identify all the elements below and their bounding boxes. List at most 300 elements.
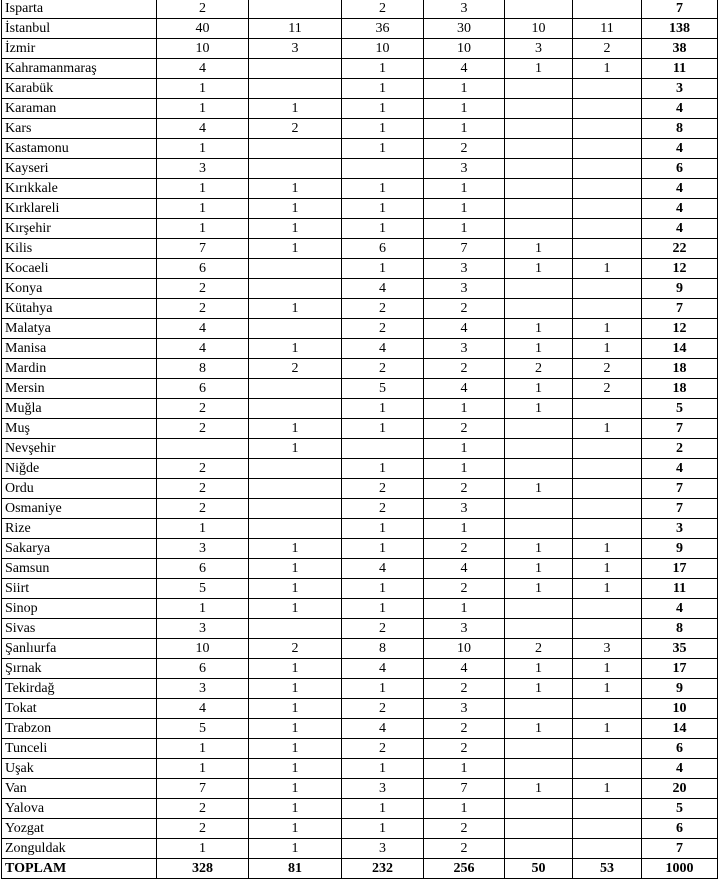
count-cell-1: 7 (157, 779, 249, 799)
count-cell-5: 1 (505, 539, 573, 559)
count-cell-4: 1 (424, 759, 505, 779)
count-cell-2 (249, 399, 342, 419)
count-cell-2: 81 (249, 859, 342, 879)
count-cell-3: 1 (342, 579, 424, 599)
count-cell-6 (573, 799, 642, 819)
count-cell-4: 2 (424, 679, 505, 699)
count-cell-2 (249, 139, 342, 159)
row-total: 17 (642, 659, 718, 679)
count-cell-6 (573, 499, 642, 519)
table-row (2, 259, 718, 279)
count-cell-1: 2 (157, 299, 249, 319)
count-cell-2: 1 (249, 179, 342, 199)
count-cell-5: 1 (505, 319, 573, 339)
count-cell-2: 1 (249, 199, 342, 219)
row-total: 4 (642, 179, 718, 199)
count-cell-4: 3 (424, 0, 505, 19)
count-cell-2: 1 (249, 439, 342, 459)
table-row (2, 419, 718, 439)
count-cell-6: 1 (573, 679, 642, 699)
province-data-table (1, 0, 718, 879)
count-cell-2: 1 (249, 679, 342, 699)
count-cell-6: 1 (573, 659, 642, 679)
count-cell-4: 2 (424, 739, 505, 759)
count-cell-3: 1 (342, 139, 424, 159)
count-cell-6 (573, 619, 642, 639)
count-cell-4: 2 (424, 359, 505, 379)
table-row (2, 519, 718, 539)
count-cell-4: 1 (424, 179, 505, 199)
row-total: 5 (642, 799, 718, 819)
province-name: Niğde (2, 459, 157, 479)
count-cell-5: 3 (505, 39, 573, 59)
count-cell-3: 2 (342, 359, 424, 379)
row-total: 7 (642, 839, 718, 859)
row-total: 6 (642, 159, 718, 179)
count-cell-3: 1 (342, 259, 424, 279)
count-cell-3: 1 (342, 199, 424, 219)
province-name: Yozgat (2, 819, 157, 839)
row-total: 22 (642, 239, 718, 259)
province-name: Mersin (2, 379, 157, 399)
count-cell-6: 53 (573, 859, 642, 879)
count-cell-2: 1 (249, 719, 342, 739)
province-name: Kocaeli (2, 259, 157, 279)
count-cell-6 (573, 119, 642, 139)
table-row (2, 719, 718, 739)
province-name: Mardin (2, 359, 157, 379)
table-row (2, 499, 718, 519)
table-row (2, 699, 718, 719)
count-cell-3: 36 (342, 19, 424, 39)
count-cell-5: 1 (505, 779, 573, 799)
count-cell-6 (573, 0, 642, 19)
row-total: 12 (642, 259, 718, 279)
count-cell-1: 6 (157, 379, 249, 399)
count-cell-1: 3 (157, 679, 249, 699)
province-name: Malatya (2, 319, 157, 339)
count-cell-2: 3 (249, 39, 342, 59)
province-name: Kütahya (2, 299, 157, 319)
count-cell-1: 10 (157, 639, 249, 659)
province-name: Karabük (2, 79, 157, 99)
count-cell-1: 1 (157, 99, 249, 119)
count-cell-2 (249, 259, 342, 279)
count-cell-4: 1 (424, 519, 505, 539)
province-name: Kayseri (2, 159, 157, 179)
count-cell-3: 2 (342, 0, 424, 19)
count-cell-1: 1 (157, 199, 249, 219)
province-name: Sivas (2, 619, 157, 639)
row-total: 35 (642, 639, 718, 659)
table-row (2, 79, 718, 99)
count-cell-4: 3 (424, 159, 505, 179)
count-cell-6: 2 (573, 359, 642, 379)
count-cell-5 (505, 419, 573, 439)
count-cell-2: 1 (249, 659, 342, 679)
count-cell-5 (505, 819, 573, 839)
count-cell-3: 1 (342, 799, 424, 819)
row-total: 9 (642, 279, 718, 299)
count-cell-2: 1 (249, 299, 342, 319)
count-cell-5 (505, 79, 573, 99)
count-cell-6: 1 (573, 559, 642, 579)
count-cell-2 (249, 0, 342, 19)
count-cell-1: 3 (157, 619, 249, 639)
count-cell-6: 1 (573, 319, 642, 339)
table-row (2, 159, 718, 179)
province-name: Van (2, 779, 157, 799)
count-cell-1: 1 (157, 219, 249, 239)
count-cell-3: 1 (342, 599, 424, 619)
count-cell-1: 2 (157, 459, 249, 479)
count-cell-4: 1 (424, 79, 505, 99)
count-cell-2 (249, 159, 342, 179)
row-total: 4 (642, 599, 718, 619)
count-cell-5: 1 (505, 579, 573, 599)
table-row (2, 239, 718, 259)
count-cell-4: 1 (424, 799, 505, 819)
province-name: Nevşehir (2, 439, 157, 459)
count-cell-5: 1 (505, 399, 573, 419)
count-cell-5 (505, 759, 573, 779)
count-cell-2 (249, 319, 342, 339)
count-cell-6 (573, 439, 642, 459)
count-cell-5: 1 (505, 259, 573, 279)
count-cell-6 (573, 839, 642, 859)
row-total: 18 (642, 359, 718, 379)
count-cell-6 (573, 139, 642, 159)
province-name: Kırşehir (2, 219, 157, 239)
count-cell-1: 5 (157, 719, 249, 739)
province-name: Kars (2, 119, 157, 139)
count-cell-6: 11 (573, 19, 642, 39)
province-name: Kastamonu (2, 139, 157, 159)
total-label: TOPLAM (2, 859, 157, 879)
table-row (2, 799, 718, 819)
count-cell-1: 328 (157, 859, 249, 879)
count-cell-3: 1 (342, 99, 424, 119)
count-cell-2: 1 (249, 99, 342, 119)
count-cell-4: 3 (424, 499, 505, 519)
row-total: 11 (642, 59, 718, 79)
province-name: Trabzon (2, 719, 157, 739)
table-row (2, 439, 718, 459)
table-row (2, 59, 718, 79)
grand-total: 1000 (642, 859, 718, 879)
count-cell-5 (505, 619, 573, 639)
count-cell-5: 1 (505, 239, 573, 259)
count-cell-3: 2 (342, 499, 424, 519)
count-cell-3: 1 (342, 119, 424, 139)
province-name: Zonguldak (2, 839, 157, 859)
count-cell-1: 6 (157, 659, 249, 679)
table-row (2, 299, 718, 319)
count-cell-5: 2 (505, 359, 573, 379)
count-cell-3: 1 (342, 399, 424, 419)
count-cell-6: 1 (573, 339, 642, 359)
row-total: 7 (642, 499, 718, 519)
count-cell-2: 1 (249, 559, 342, 579)
count-cell-4: 2 (424, 579, 505, 599)
count-cell-4: 2 (424, 479, 505, 499)
count-cell-2: 1 (249, 339, 342, 359)
count-cell-2 (249, 459, 342, 479)
count-cell-3: 1 (342, 679, 424, 699)
count-cell-4: 2 (424, 299, 505, 319)
table-row (2, 599, 718, 619)
count-cell-3: 2 (342, 479, 424, 499)
row-total: 8 (642, 619, 718, 639)
province-name: Sakarya (2, 539, 157, 559)
row-total: 7 (642, 479, 718, 499)
count-cell-1: 2 (157, 799, 249, 819)
count-cell-6: 1 (573, 419, 642, 439)
count-cell-4: 3 (424, 279, 505, 299)
table-row (2, 399, 718, 419)
count-cell-5 (505, 299, 573, 319)
count-cell-3: 4 (342, 339, 424, 359)
table-row (2, 199, 718, 219)
count-cell-4: 1 (424, 219, 505, 239)
count-cell-6: 2 (573, 379, 642, 399)
row-total: 6 (642, 739, 718, 759)
count-cell-3: 3 (342, 839, 424, 859)
count-cell-3: 3 (342, 779, 424, 799)
count-cell-6 (573, 479, 642, 499)
table-row (2, 819, 718, 839)
count-cell-6 (573, 159, 642, 179)
table-row (2, 559, 718, 579)
count-cell-3 (342, 159, 424, 179)
count-cell-2: 1 (249, 599, 342, 619)
row-total: 9 (642, 539, 718, 559)
province-name: Şanlıurfa (2, 639, 157, 659)
count-cell-3: 2 (342, 739, 424, 759)
count-cell-4: 4 (424, 379, 505, 399)
count-cell-4: 1 (424, 199, 505, 219)
row-total: 2 (642, 439, 718, 459)
count-cell-3: 1 (342, 219, 424, 239)
count-cell-5 (505, 599, 573, 619)
count-cell-4: 1 (424, 459, 505, 479)
count-cell-1: 1 (157, 139, 249, 159)
row-total: 8 (642, 119, 718, 139)
row-total: 20 (642, 779, 718, 799)
count-cell-5 (505, 99, 573, 119)
count-cell-6 (573, 99, 642, 119)
table-row (2, 839, 718, 859)
count-cell-4: 30 (424, 19, 505, 39)
province-name: Siirt (2, 579, 157, 599)
count-cell-2 (249, 79, 342, 99)
count-cell-4: 3 (424, 259, 505, 279)
count-cell-1: 2 (157, 419, 249, 439)
table-row (2, 739, 718, 759)
count-cell-3: 4 (342, 659, 424, 679)
table-row (2, 539, 718, 559)
province-name: Isparta (2, 0, 157, 19)
count-cell-4: 3 (424, 619, 505, 639)
count-cell-2: 2 (249, 639, 342, 659)
count-cell-1: 4 (157, 699, 249, 719)
count-cell-3: 4 (342, 559, 424, 579)
count-cell-1: 1 (157, 79, 249, 99)
count-cell-1: 1 (157, 179, 249, 199)
count-cell-1: 5 (157, 579, 249, 599)
row-total: 4 (642, 139, 718, 159)
count-cell-4: 4 (424, 659, 505, 679)
table-row (2, 619, 718, 639)
count-cell-4: 1 (424, 439, 505, 459)
province-name: Kırklareli (2, 199, 157, 219)
province-name: İstanbul (2, 19, 157, 39)
count-cell-6: 1 (573, 579, 642, 599)
row-total: 7 (642, 419, 718, 439)
count-cell-1: 1 (157, 599, 249, 619)
table-row (2, 219, 718, 239)
count-cell-2 (249, 519, 342, 539)
count-cell-1: 2 (157, 0, 249, 19)
count-cell-2 (249, 279, 342, 299)
count-cell-6: 3 (573, 639, 642, 659)
row-total: 14 (642, 339, 718, 359)
count-cell-6 (573, 759, 642, 779)
table-row (2, 179, 718, 199)
row-total: 7 (642, 299, 718, 319)
table-row (2, 379, 718, 399)
row-total: 4 (642, 459, 718, 479)
table-row (2, 759, 718, 779)
count-cell-4: 2 (424, 839, 505, 859)
province-name: Muş (2, 419, 157, 439)
count-cell-2: 1 (249, 579, 342, 599)
count-cell-6: 2 (573, 39, 642, 59)
count-cell-2: 1 (249, 799, 342, 819)
count-cell-1: 4 (157, 119, 249, 139)
count-cell-3: 4 (342, 279, 424, 299)
count-cell-3: 1 (342, 459, 424, 479)
count-cell-1: 6 (157, 259, 249, 279)
row-total: 3 (642, 519, 718, 539)
row-total: 18 (642, 379, 718, 399)
count-cell-6 (573, 279, 642, 299)
table-row (2, 119, 718, 139)
count-cell-2: 1 (249, 539, 342, 559)
count-cell-4: 1 (424, 99, 505, 119)
count-cell-6: 1 (573, 539, 642, 559)
count-cell-5 (505, 519, 573, 539)
province-name: Kahramanmaraş (2, 59, 157, 79)
count-cell-4: 2 (424, 139, 505, 159)
count-cell-5: 1 (505, 59, 573, 79)
count-cell-5 (505, 219, 573, 239)
count-cell-1: 7 (157, 239, 249, 259)
row-total: 4 (642, 199, 718, 219)
count-cell-6: 1 (573, 259, 642, 279)
count-cell-5 (505, 199, 573, 219)
count-cell-5 (505, 0, 573, 19)
count-cell-6 (573, 239, 642, 259)
count-cell-5 (505, 279, 573, 299)
count-cell-3: 2 (342, 619, 424, 639)
count-cell-6 (573, 219, 642, 239)
count-cell-3: 1 (342, 79, 424, 99)
count-cell-3: 10 (342, 39, 424, 59)
count-cell-2: 1 (249, 839, 342, 859)
count-cell-5: 2 (505, 639, 573, 659)
table-body (2, 0, 718, 879)
table-row (2, 639, 718, 659)
count-cell-6 (573, 179, 642, 199)
province-name: İzmir (2, 39, 157, 59)
count-cell-3: 1 (342, 759, 424, 779)
count-cell-4: 7 (424, 239, 505, 259)
count-cell-4: 2 (424, 719, 505, 739)
count-cell-4: 1 (424, 399, 505, 419)
count-cell-1: 4 (157, 59, 249, 79)
count-cell-2: 1 (249, 759, 342, 779)
row-total: 4 (642, 219, 718, 239)
province-name: Osmaniye (2, 499, 157, 519)
count-cell-2: 1 (249, 219, 342, 239)
count-cell-3: 232 (342, 859, 424, 879)
count-cell-1: 4 (157, 339, 249, 359)
count-cell-3: 1 (342, 519, 424, 539)
count-cell-5 (505, 159, 573, 179)
count-cell-2 (249, 499, 342, 519)
count-cell-2: 1 (249, 239, 342, 259)
count-cell-5: 1 (505, 659, 573, 679)
table-row (2, 279, 718, 299)
table-row (2, 139, 718, 159)
count-cell-5 (505, 119, 573, 139)
table-row (2, 39, 718, 59)
count-cell-6 (573, 399, 642, 419)
province-name: Rize (2, 519, 157, 539)
count-cell-1: 1 (157, 739, 249, 759)
count-cell-2 (249, 479, 342, 499)
count-cell-5 (505, 439, 573, 459)
count-cell-5 (505, 839, 573, 859)
count-cell-1: 3 (157, 539, 249, 559)
count-cell-2: 2 (249, 359, 342, 379)
count-cell-2: 1 (249, 819, 342, 839)
count-cell-3 (342, 439, 424, 459)
count-cell-6: 1 (573, 719, 642, 739)
row-total: 138 (642, 19, 718, 39)
count-cell-1: 8 (157, 359, 249, 379)
count-cell-1: 2 (157, 479, 249, 499)
count-cell-3: 1 (342, 539, 424, 559)
count-cell-4: 3 (424, 699, 505, 719)
row-total: 4 (642, 99, 718, 119)
table-row (2, 459, 718, 479)
count-cell-5 (505, 179, 573, 199)
count-cell-6 (573, 599, 642, 619)
count-cell-4: 2 (424, 539, 505, 559)
count-cell-3: 5 (342, 379, 424, 399)
count-cell-4: 10 (424, 39, 505, 59)
table-row (2, 19, 718, 39)
row-total: 3 (642, 79, 718, 99)
count-cell-2: 11 (249, 19, 342, 39)
province-name: Tokat (2, 699, 157, 719)
count-cell-3: 1 (342, 59, 424, 79)
count-cell-2 (249, 59, 342, 79)
count-cell-2: 1 (249, 779, 342, 799)
province-name: Uşak (2, 759, 157, 779)
